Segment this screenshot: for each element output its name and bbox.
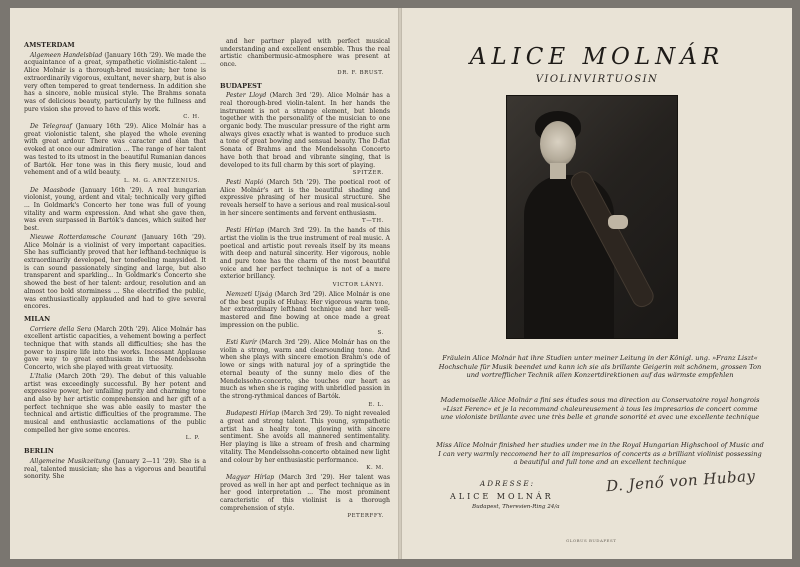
review-paragraph — [220, 179, 390, 218]
review-paragraph — [24, 123, 206, 177]
review-signature: PETERFFY. — [347, 513, 384, 520]
review-signature: L. M. G. ARNTZENIUS. — [123, 177, 200, 184]
review-paragraph — [220, 474, 390, 513]
review-source: Allgemeine Musikzeitung — [30, 457, 111, 465]
review-text: (March 3rd '29). To night revealed a great and strong talent. This young, sympathetic artist has a healty tone, glowing with sincere sentiment. She avoids all mannered sentimentality. Her playing is like a stream of fresh and charming vitality. The Mendelssohn-concerto obtained new light and colour by her enthusiastic performance. — [220, 410, 391, 464]
review-paragraph — [24, 326, 206, 372]
review-signature: C. H. — [183, 114, 200, 121]
reviews-column-1 — [24, 42, 206, 482]
city-heading: MILAN — [24, 314, 51, 323]
review-paragraph — [220, 339, 390, 401]
review-text: (March 20th '29). The debut of this valuable artist was exceedingly successful. By her potent and expressive power, her unfailing purity and charming tone and also by her artistic comprehension and her gift of a perfect technique she was able easily to master the technical and artistic difficulties of the programme. The musical and enthusiastic acclamations of the public compelled her give some encores. — [24, 372, 206, 434]
address-name: ALICE MOLNÁR — [450, 492, 554, 501]
review-source: Nieuwe Rotterdamsche Courant — [30, 233, 137, 241]
review-source: Algemeen Handelsblad — [30, 51, 103, 59]
portrait-neck — [550, 163, 566, 179]
review-text: (March 5th '29). The poetical root of Alice Molnár's art is the beautiful shading and expressive phrasing of her musical structure. She reveals herself to have a serious and real musical-soul in her sincere sentiments and fervent enthusiasm. — [220, 178, 390, 217]
address-street: Budapest, Theresien-Ring 24/a — [472, 504, 560, 510]
review-paragraph — [220, 291, 390, 330]
review-paragraph — [24, 52, 206, 114]
review-signature: S. — [377, 330, 384, 337]
review-text: (January 16th '29). Alice Molnár is a violinist of very important capacities. She has sufficiantly proved that her lefthand-technique is extraordinarily developed, her tonefeeling manysided. It is can sound passionately singing and large, but also transparent and sparkling... In Goldmark's Concerto she showed the best of her talent: ardour, resolution and an almost too bold storminess ... She electrified the public, was enthusiastically applauded and had to give several encores. — [24, 233, 207, 311]
review-source: De Telegraaf — [30, 123, 72, 131]
recommendation-english: Miss Alice Molnár finished her studies under me in the Royal Hungarian Highschool of Music and I can very warmly reccomend her to all impresarios of concerts as a brilliant violinist possessing a beautiful and full tone and an excellent technique — [436, 441, 764, 467]
review-text: (March 20th '29). Alice Molnár has excellent artistic capacities, a vehement bowing a perfect technique that with stands all difficulties; she has the power to inspire life into the works. Incessant Applause gave way to great enthusiasm in the Mendelssohn Concerto, wich she played with great virtuosity. — [24, 325, 206, 372]
city-heading: AMSTERDAM — [24, 41, 75, 49]
review-text: (January 16th '29). Alice Molnár has a great violonistic talent, she played the whole evening with great ardour. There was caracter and élan that evoked at once our admiration ... The range of her talent was tested to its utmost in the beautiful Rumanian dances of Bartók. Her tone was in this fiery music, loud and vehement and of a wild beauty. — [24, 123, 207, 177]
artist-name: ALICE MOLNÁR — [469, 44, 725, 70]
recommendation-german: Fräulein Alice Molnár hat ihre Studien unter meiner Leitung in der Königl. ung. »Franz Liszt« Hochschule für Musik beendet und kann ich sie als brillante Geigerin mit schönem, grossen Ton und vortrefflicher Technik allen Konzertdirektionen auf das wärmste empfehlen — [438, 354, 762, 380]
review-source: Pester Lloyd — [226, 92, 267, 100]
review-paragraph — [220, 410, 390, 464]
review-signature: L. P. — [185, 435, 200, 442]
review-source: Magyar Hírlap — [226, 473, 275, 481]
review-text: and her partner played with perfect musical understanding and excellent ensemble. Thus the real artistic chambermusic-atmosphere was present at once. — [220, 38, 390, 69]
review-text: (March 3rd '29). In the hands of this artist the violin is the true instrument of real music. A poetical and artistic pout reveals itself by its means with deep and natural sincerity. Her vigorous, noble and pure tone has the charm of the most beautiful voice and her perfect technique is not of a mere exterior brillancy. — [220, 227, 391, 281]
review-signature: VICTOR LÁNYI. — [332, 282, 384, 289]
review-text: (March 3rd '29). Alice Molnár has on the violin a strong, warm and clearsounding tone. And when she plays with sincere emotion Brahm's ode of lowe or sings with natural joy of a springtide the eternal beauty of the sunny melo dies of the Mendelssohn-concerto, she touches our heart as much as when she is raging with unbridled passion in the strong-rythmical dances of Bartók. — [220, 339, 391, 400]
address-label: ADRESSE: — [480, 479, 536, 488]
review-signature: T—TH. — [362, 218, 384, 225]
review-signature: E. L. — [368, 401, 384, 408]
review-source: Nemzeti Ujság — [226, 290, 273, 298]
review-text: (March 3rd '29). Her talent was proved as well in her apt and perfect technique as in her good interpretation ... The most prominent caracteristic of this violinist is a thorough comprehension of style. — [220, 473, 390, 512]
review-signature: K. M. — [366, 465, 384, 472]
right-page — [402, 8, 792, 559]
review-source: Budapesti Hírlap — [226, 410, 280, 418]
review-source: Esti Kurír — [226, 339, 257, 347]
hubay-signature: D. Jenő von Hubay — [605, 466, 757, 496]
review-source: L'Italia — [30, 372, 52, 380]
recommendation-french: Mademoiselle Alice Molnár a fini ses études sous ma direction au Conservatoire royal hongrois »Liszt Ferenc« et je la recommand chaleureusement à tous les impresarios de concert comme une violoniste brillante avec une très belle et grande sonorité et avec une excellente technique — [440, 396, 760, 422]
review-text: (January 2—11 '29). She is a real, talented musician; she has a vigorous and beautiful sonority. She — [24, 457, 207, 481]
artist-portrait-photo — [506, 95, 678, 339]
review-source: De Maasbode — [30, 186, 76, 194]
city-heading: BERLIN — [24, 447, 54, 456]
portrait-face — [540, 121, 576, 167]
review-paragraph — [24, 234, 206, 311]
review-source: Corriere della Sera — [30, 325, 92, 333]
artist-subtitle: VIOLINVIRTUOSIN — [535, 74, 659, 85]
review-paragraph — [24, 458, 206, 481]
review-signature: DR. F. BRUST. — [337, 69, 384, 76]
review-paragraph — [220, 227, 390, 281]
left-page — [10, 8, 398, 559]
review-signature: SPITZER. — [352, 170, 384, 177]
reviews-column-2 — [220, 38, 390, 522]
printer-credit: GLOBUS BUDAPEST — [566, 538, 617, 543]
review-text: (March 3rd '29). Alice Molnár is one of the best pupils of Hubay. Her vigorous warm tone, her extraordinary lefthand technique and her well-mastered and fine bowing at once made a great impression on the public. — [220, 290, 391, 329]
review-text: (March 3rd '29). Alice Molnár has a real thorough-bred violin-talent. In her hands the instrument is not a strange element, but blends together with the personality of the musician to one organic body. The muscular pressure of the right arm always gives exactly what is wanted to produce such a tone of great bowing and sensual beauty. The D-flat Sonata of Brahms and the Mendelssohn Concerto have both that broad and vibrante singing, that is developed to its full charm by this sort of playing. — [220, 92, 391, 169]
review-source: Pesti Hírlap — [226, 227, 265, 235]
review-paragraph — [24, 373, 206, 435]
review-paragraph — [220, 38, 390, 69]
city-heading: BUDAPEST — [220, 81, 262, 90]
review-text: (January 16th '29). A real hungarian violonist, young, ardent and vital; technically very gifted ... In Goldmark's Concerto her tone was full of young vitality and warm expression. And what she gave then, was even surpassed in Bartók's dances, which suited her best. — [24, 186, 206, 233]
review-source: Pesti Napló — [226, 178, 264, 186]
review-text: (January 16th '29). We made the acquaintance of a great, sympathetic violinistic-talent ... Alice Molnár is a thorough-bred musician; her tone is extraordinarily vigorous, exultant, never sharp, but is also very often tempered to great tenderness. In addition she has a sincere, noble musical style. The Brahms sonata was of delicious beauty, particularly by the fullness and pure vision she proved to have of this work. — [24, 51, 206, 113]
review-paragraph — [220, 92, 390, 169]
review-paragraph — [24, 187, 206, 233]
portrait-hand — [608, 215, 628, 229]
